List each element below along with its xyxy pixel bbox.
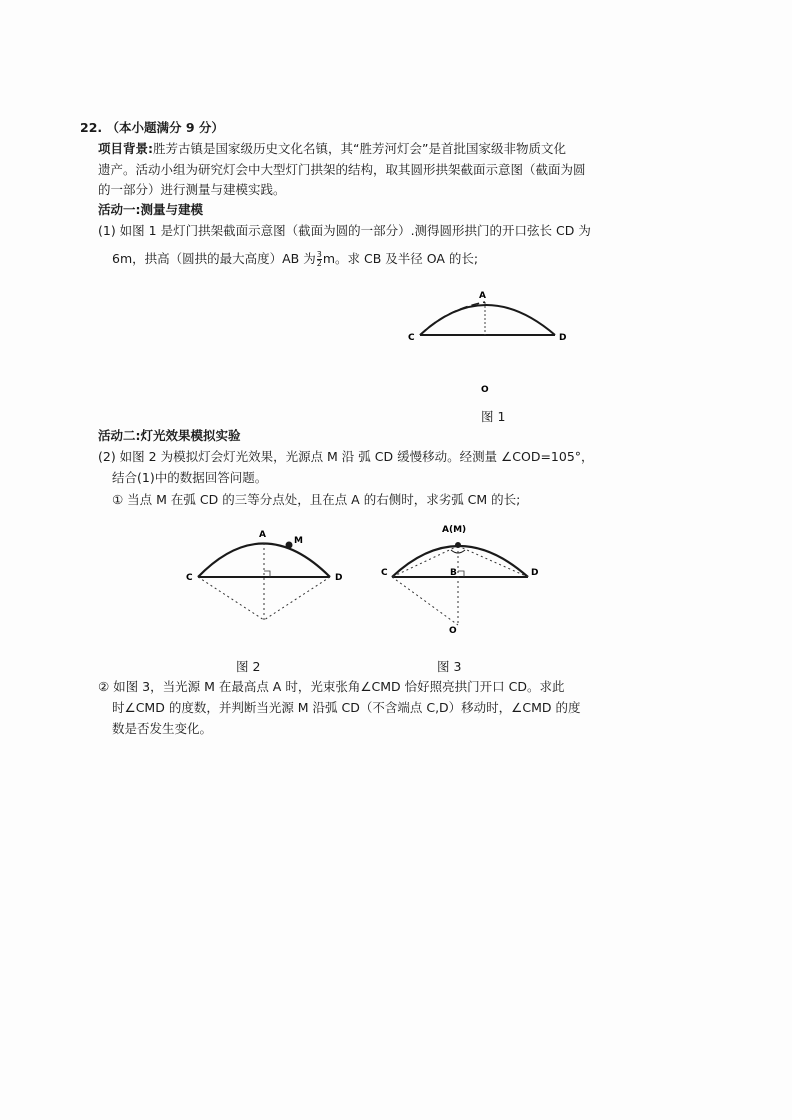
fig2-radius-oc (198, 577, 264, 620)
question-2b-line-2: 时∠CMD 的度数，并判断当光源 M 沿弧 CD（不含端点 C,D）移动时，∠CMD 的度 (112, 700, 581, 715)
activity-1-title: 活动一:测量与建模 (98, 202, 203, 217)
figure-2-caption: 图 2 (236, 659, 261, 674)
background-label: 项目背景: (98, 141, 153, 156)
fig1-label-a: A (479, 291, 486, 301)
fig3-label-c: C (381, 568, 388, 578)
question-2-line-1: (2) 如图 2 为模拟灯会灯光效果，光源点 M 沿 弧 CD 缓慢移动。经测量 ∠COD=105°， (98, 449, 594, 464)
background-line-1 (98, 141, 566, 157)
fig2-label-d: D (335, 573, 343, 583)
figure-2-diagram (180, 525, 350, 630)
fig3-line-md (458, 546, 528, 577)
background-line-3: 的一部分）进行测量与建模实践。 (98, 182, 286, 197)
fig2-label-a: A (259, 530, 266, 540)
question-2b-line-3: 数是否发生变化。 (112, 721, 213, 736)
fraction-numerator: 3 (316, 250, 322, 259)
fraction-three-halves (317, 251, 322, 268)
figure-3-caption: 图 3 (437, 659, 462, 674)
fig2-label-m: M (294, 536, 303, 546)
fig3-label-b: B (450, 568, 457, 578)
fig3-radius-oc (392, 577, 458, 625)
fig1-arc (420, 305, 555, 335)
fig3-line-mc (392, 546, 458, 577)
figure-3-diagram (378, 520, 553, 640)
question-2-line-2: 结合(1)中的数据回答问题。 (112, 470, 268, 485)
fig2-point-m (286, 542, 293, 549)
problem-header: 22. （本小题满分 9 分） (80, 120, 224, 135)
fig2-radius-od (264, 577, 330, 620)
fig2-label-c: C (186, 573, 193, 583)
activity-2-title: 活动二:灯光效果模拟实验 (98, 428, 241, 443)
question-1-line-1: (1) 如图 1 是灯门拱架截面示意图（截面为圆的一部分）.测得圆形拱门的开口弦长 CD 为 (98, 223, 591, 238)
fig3-arc (392, 546, 528, 577)
fig1-label-o: O (481, 385, 489, 395)
question-1-line-2 (112, 251, 478, 268)
fig1-segment-cb (420, 302, 485, 335)
fig1-label-d: D (559, 333, 567, 343)
question-1-text-b: m。求 CB 及半径 OA 的长; (322, 251, 479, 266)
figure-1-caption: 图 1 (481, 409, 506, 424)
question-2a-line-1: ① 当点 M 在弧 CD 的三等分点处，且在点 A 的右侧时，求劣弧 CM 的长; (112, 492, 521, 507)
fig1-label-c: C (408, 333, 415, 343)
fig3-point-m (455, 542, 461, 548)
fig3-label-d: D (531, 568, 539, 578)
question-2b-line-1: ② 如图 3，当光源 M 在最高点 A 时，光束张角∠CMD 恰好照亮拱门开口 CD。求此 (98, 679, 565, 694)
fraction-denominator: 2 (316, 259, 322, 268)
fig3-label-o: O (449, 626, 457, 636)
fig3-label-am: A(M) (442, 525, 467, 535)
figure-1-diagram (395, 280, 585, 405)
background-line-2: 遗产。活动小组为研究灯会中大型灯门拱架的结构，取其圆形拱架截面示意图（截面为圆 (98, 162, 586, 177)
background-text-1: 胜芳古镇是国家级历史文化名镇，其“胜芳河灯会”是首批国家级非物质文化 (153, 141, 566, 156)
question-1-text-a: 6m，拱高（圆拱的最大高度）AB 为 (112, 251, 316, 266)
